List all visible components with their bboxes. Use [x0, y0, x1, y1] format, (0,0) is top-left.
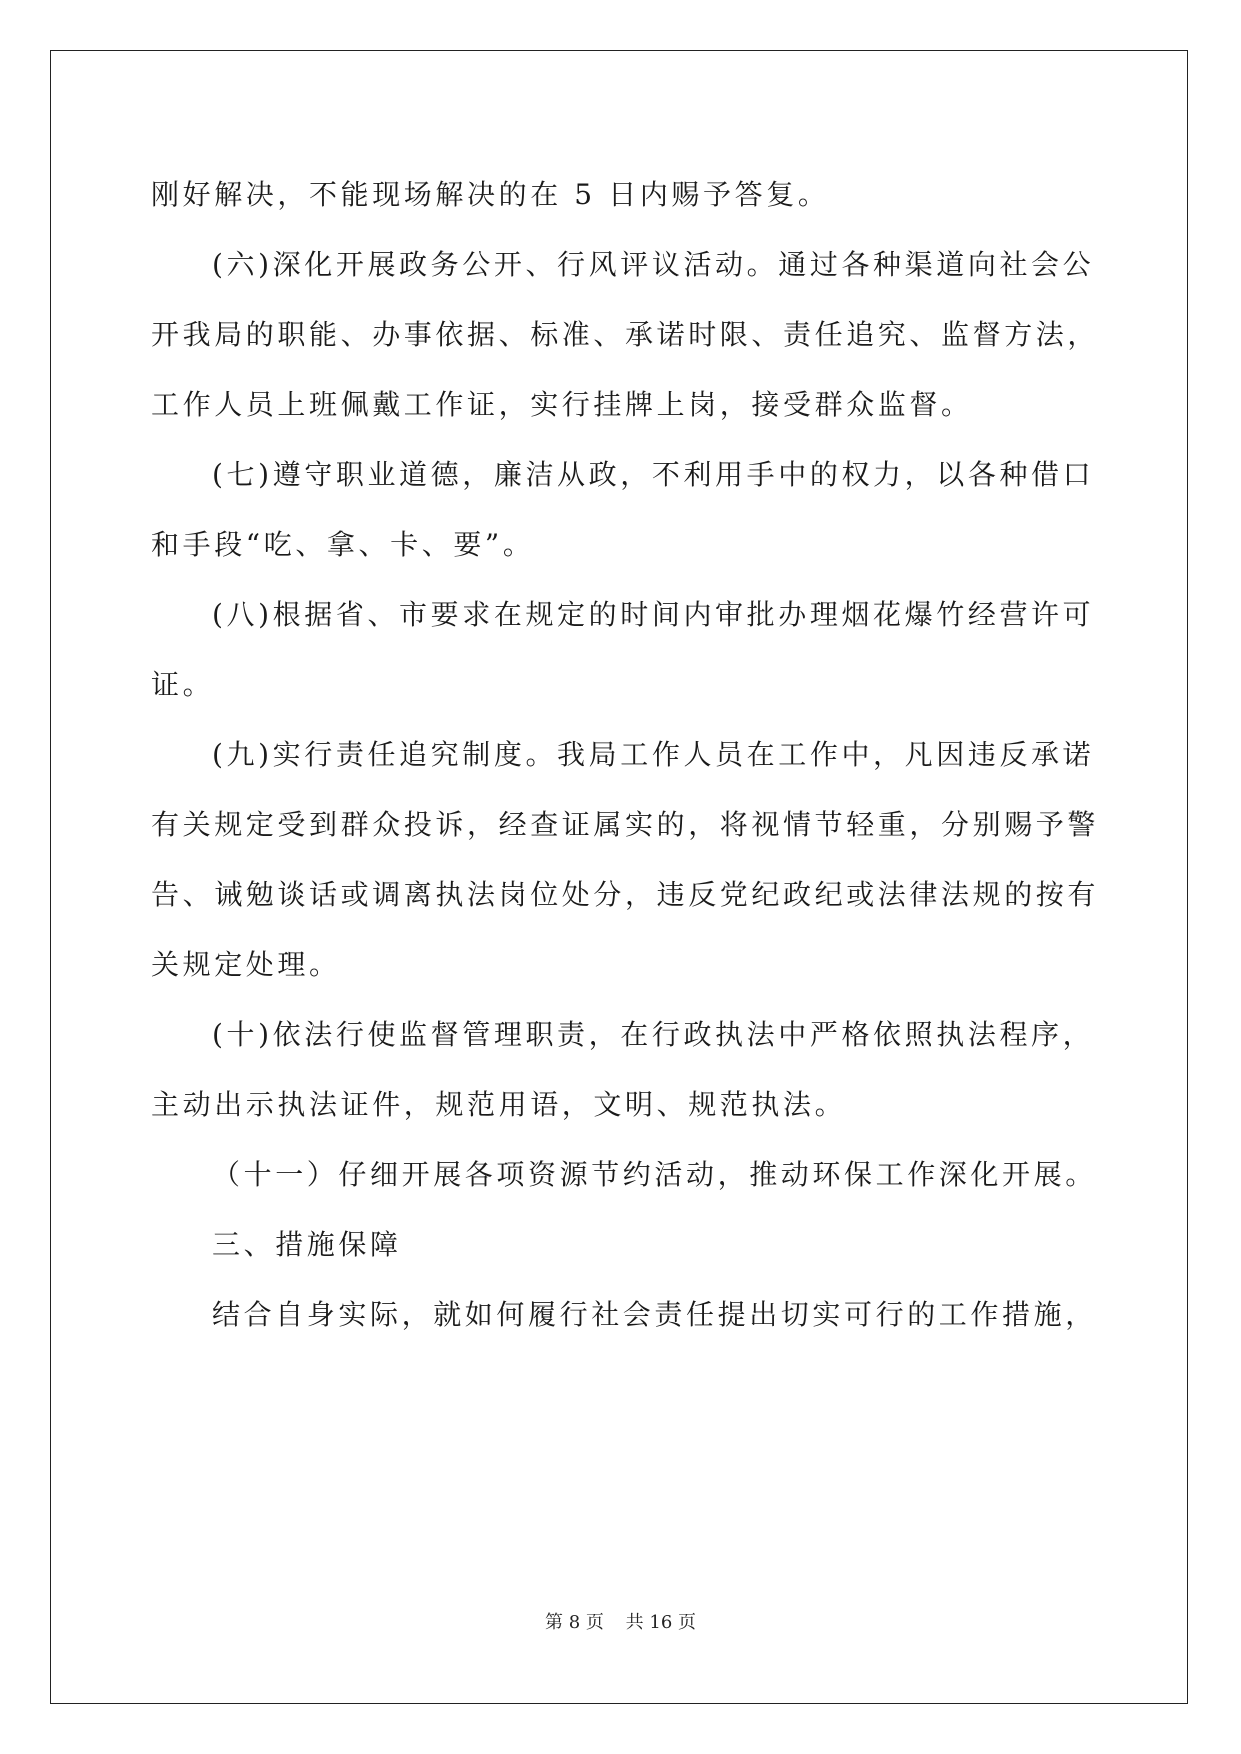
text-line: (九)实行责任追究制度。我局工作人员在工作中，凡因违反承诺 — [212, 738, 1095, 771]
text-line: (十)依法行使监督管理职责，在行政执法中严格依照执法程序， — [212, 1018, 1095, 1051]
text-line: 工作人员上班佩戴工作证，实行挂牌上岗，接受群众监督。 — [151, 388, 973, 421]
text-line: （十一）仔细开展各项资源节约活动，推动环保工作深化开展。 — [212, 1158, 1097, 1191]
text-line: 和手段“吃、拿、卡、要”。 — [151, 528, 535, 561]
text-line: 告、诫勉谈话或调离执法岗位处分，违反党纪政纪或法律法规的按有 — [151, 878, 1100, 911]
document-body — [151, 160, 1100, 1350]
page-number: 第 8 页 — [545, 1612, 604, 1633]
text-line: 有关规定受到群众投诉，经查证属实的，将视情节轻重，分别赐予警 — [151, 808, 1100, 841]
text-line: (八)根据省、市要求在规定的时间内审批办理烟花爆竹经营许可 — [212, 598, 1095, 631]
text-line: 三、措施保障 — [212, 1228, 402, 1261]
text-line: 刚好解决，不能现场解决的在 5 日内赐予答复。 — [151, 178, 830, 211]
text-line: 结合自身实际，就如何履行社会责任提出切实可行的工作措施， — [212, 1298, 1097, 1331]
page-footer — [0, 1608, 1241, 1634]
text-line: 主动出示执法证件，规范用语，文明、规范执法。 — [151, 1088, 847, 1121]
text-line: (七)遵守职业道德，廉洁从政，不利用手中的权力，以各种借口 — [212, 458, 1095, 491]
text-line: 证。 — [151, 668, 215, 701]
text-line: 关规定处理。 — [151, 948, 341, 981]
text-line: (六)深化开展政务公开、行风评议活动。通过各种渠道向社会公 — [212, 248, 1095, 281]
total-pages: 共 16 页 — [625, 1612, 696, 1633]
text-line: 开我局的职能、办事依据、标准、承诺时限、责任追究、监督方法， — [151, 318, 1100, 351]
